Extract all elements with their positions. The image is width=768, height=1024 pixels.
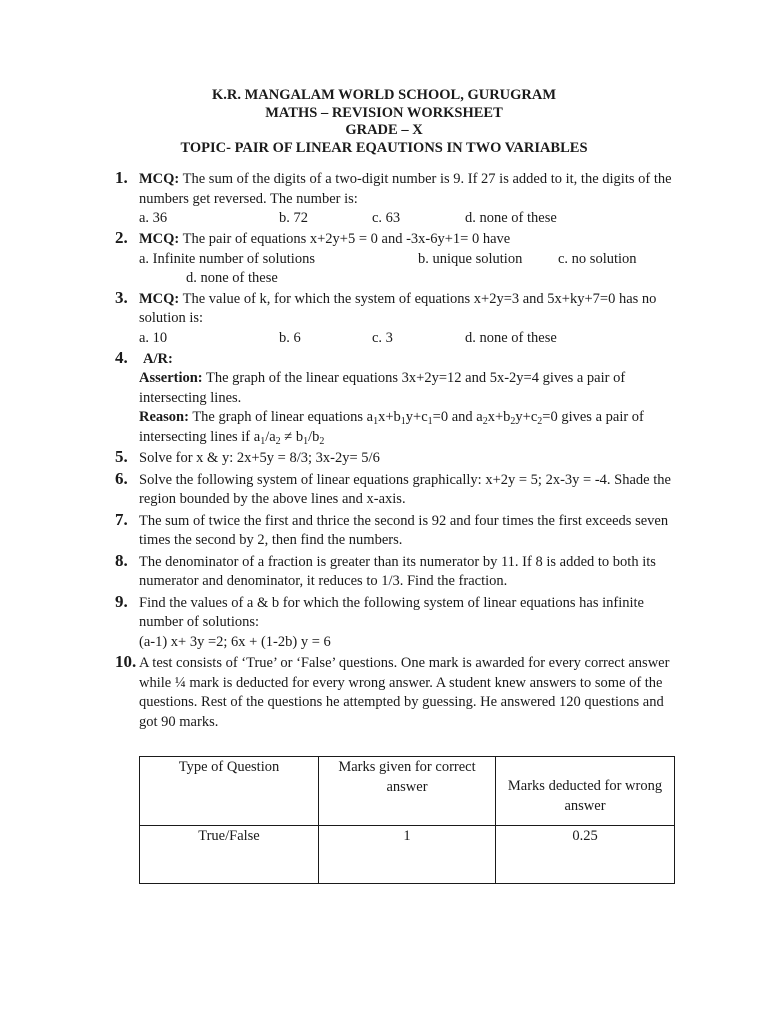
question-number: 2. [115, 228, 128, 247]
question-text: MCQ: The pair of equations x+2y+5 = 0 and -3x-6y+1= 0 have [139, 231, 511, 247]
question-text: A test consists of ‘True’ or ‘False’ questions. One mark is awarded for every correct answer while ¼ mark is deducted for every wrong answer. A student knew answers to some of the questions. Rest of the questions he attempted by guessing. He answered 120 questions and got 90 marks. [139, 655, 670, 730]
option-d: d. none of these [465, 329, 557, 346]
question-10 [112, 654, 682, 732]
option-b: b. unique solution [418, 250, 523, 267]
options-row [139, 329, 682, 348]
table-header-row [140, 757, 675, 826]
question-text: Solve for x & y: 2x+5y = 8/3; 3x-2y= 5/6 [139, 450, 380, 466]
option-b: b. 6 [279, 329, 301, 346]
question-2 [112, 230, 682, 288]
question-4 [112, 347, 682, 448]
question-5 [112, 449, 682, 469]
question-text: MCQ: The value of k, for which the system of equations x+2y=3 and 5x+ky+7=0 has no solution is: [139, 290, 657, 326]
question-number: 9. [115, 591, 128, 611]
question-text: MCQ: The sum of the digits of a two-digit number is 9. If 27 is added to it, the digits of the numbers get reversed. The number is: [139, 171, 672, 207]
option-c: c. 3 [372, 329, 393, 346]
table-cell: 1 [319, 826, 496, 884]
table-header-cell: Type of Question [140, 757, 319, 826]
question-3 [112, 287, 682, 348]
question-9 [112, 591, 682, 653]
option-d: d. none of these [465, 210, 557, 226]
question-number: 10. [115, 652, 137, 671]
option-c: c. 63 [372, 210, 401, 226]
options-row [139, 250, 682, 269]
option-a: a. 36 [139, 210, 168, 226]
question-list [112, 170, 682, 734]
assertion: Assertion: The graph of the linear equations 3x+2y=12 and 5x-2y=4 gives a pair of intersecting lines. [139, 370, 626, 406]
question-text: The sum of twice the first and thrice the second is 92 and four times the first exceeds seven times the second by 2, then find the numbers. [139, 512, 669, 548]
question-number: 5. [115, 447, 128, 466]
reason: Reason: The graph of linear equations $a_1x+b_1y+c_1=0$ and $a_2x+b_2y+c_2=0$ gives a pair of intersecting lines if $a_1/a_2 \ne b_1/b_2$ [139, 409, 644, 447]
grade-label: GRADE – X [345, 122, 423, 138]
question-text: Find the values of a & b for which the following system of linear equations has infinite number of solutions: [139, 594, 644, 630]
option-d: d. none of these [186, 269, 278, 286]
question-text: Solve the following system of linear equations graphically: x+2y = 5; 2x-3y = -4. Shade the region bounded by the above lines and x-axis. [139, 471, 671, 507]
options-row [139, 269, 682, 288]
option-a: a. 10 [139, 329, 168, 346]
question-number: 8. [115, 550, 128, 570]
question-tag: A/R: [143, 350, 173, 367]
table-header-cell: Marks deducted for wrong answer [496, 757, 675, 826]
question-8 [112, 550, 682, 592]
table-row [140, 826, 675, 884]
question-number: 3. [115, 287, 128, 307]
school-name: K.R. MANGALAM WORLD SCHOOL, GURUGRAM [211, 87, 557, 103]
topic-label: TOPIC- PAIR OF LINEAR EQAUTIONS IN TWO VARIABLES [180, 139, 588, 156]
question-1 [112, 170, 682, 228]
question-number: 7. [115, 509, 128, 529]
question-text: The denominator of a fraction is greater than its numerator by 11. If 8 is added to both its numerator and denominator, it reduces to 1/3. Find the fraction. [139, 553, 656, 589]
marks-table [139, 756, 675, 884]
option-b: b. 72 [279, 210, 308, 226]
equation: (a-1) x+ 3y =2; 6x + (1-2b) y = 6 [139, 633, 331, 650]
question-7 [112, 509, 682, 551]
option-a: a. Infinite number of solutions [139, 250, 315, 267]
option-c: c. no solution [558, 250, 637, 267]
table-cell: 0.25 [496, 826, 675, 884]
question-number: 6. [115, 468, 128, 488]
table-header-cell: Marks given for correct answer [319, 757, 496, 826]
question-number: 4. [115, 347, 128, 367]
worksheet-title: MATHS – REVISION WORKSHEET [265, 104, 503, 121]
question-6 [112, 468, 682, 510]
table-cell: True/False [140, 826, 319, 884]
options-row [139, 209, 682, 228]
worksheet-header [0, 87, 768, 157]
question-number: 1. [115, 168, 128, 187]
